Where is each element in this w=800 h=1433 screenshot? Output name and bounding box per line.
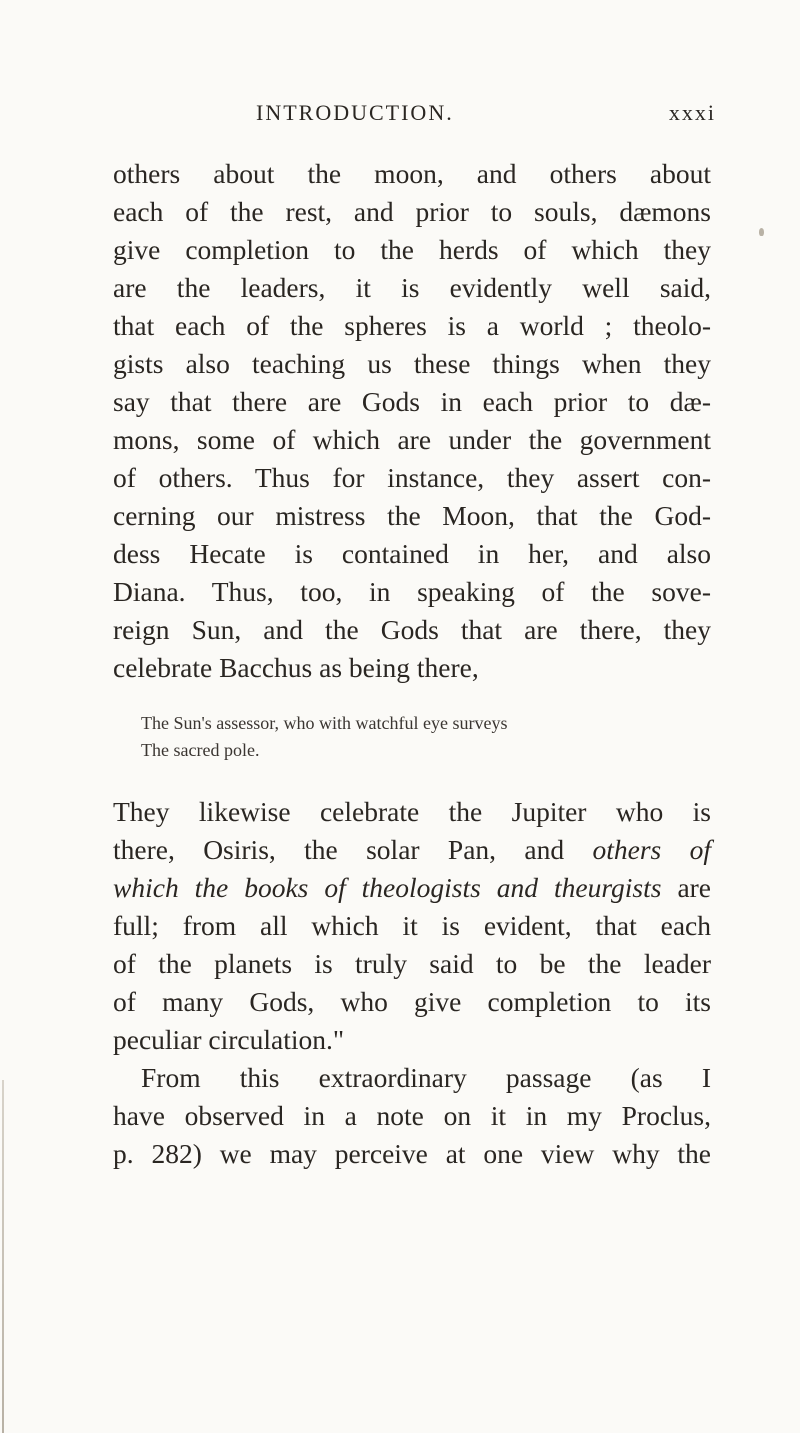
running-head-title: INTRODUCTION.	[256, 100, 454, 125]
text-line: reign Sun, and the Gods that are there, they	[113, 614, 711, 645]
italic-text: others of	[592, 834, 712, 865]
text-line: celebrate Bacchus as being there,	[113, 652, 479, 683]
ink-speck	[759, 228, 764, 236]
page-edge-shadow	[2, 1080, 4, 1433]
text-line: full; from all which it is evident, that each	[113, 910, 711, 941]
text-line: each of the rest, and prior to souls, dæmons	[113, 196, 711, 227]
text-line: that each of the spheres is a world ; theolo-	[113, 310, 711, 341]
text-line: of many Gods, who give completion to its	[113, 986, 711, 1017]
text-line: From this extraordinary passage (as I	[141, 1062, 711, 1093]
text-line: They likewise celebrate the Jupiter who is	[113, 796, 711, 827]
text-line: dess Hecate is contained in her, and also	[113, 538, 711, 569]
text-line: of others. Thus for instance, they assert con-	[113, 462, 711, 493]
text-span: there, Osiris, the solar Pan, and	[113, 834, 565, 865]
text-line	[113, 832, 711, 868]
text-line: give completion to the herds of which they	[113, 234, 711, 265]
text-line	[113, 870, 711, 906]
text-line: gists also teaching us these things when they	[113, 348, 711, 379]
quote-line: The sacred pole.	[141, 740, 260, 760]
text-line: Diana. Thus, too, in speaking of the sove-	[113, 576, 711, 607]
text-line: say that there are Gods in each prior to dæ-	[113, 386, 711, 417]
text-span: are	[677, 872, 712, 903]
text-line: are the leaders, it is evidently well said,	[113, 272, 711, 303]
text-line: others about the moon, and others about	[113, 158, 711, 189]
text-line: of the planets is truly said to be the leader	[113, 948, 711, 979]
text-line: p. 282) we may perceive at one view why the	[113, 1138, 711, 1169]
text-line: mons, some of which are under the government	[113, 424, 711, 455]
text-line: have observed in a note on it in my Proclus,	[113, 1100, 711, 1131]
italic-text: which the books of theologists and theurgists	[113, 872, 662, 903]
text-line: cerning our mistress the Moon, that the God-	[113, 500, 711, 531]
running-head	[256, 100, 716, 130]
quote-line: The Sun's assessor, who with watchful eye surveys	[141, 713, 508, 733]
text-line: peculiar circulation."	[113, 1024, 345, 1055]
page-number: xxxi	[668, 100, 716, 125]
